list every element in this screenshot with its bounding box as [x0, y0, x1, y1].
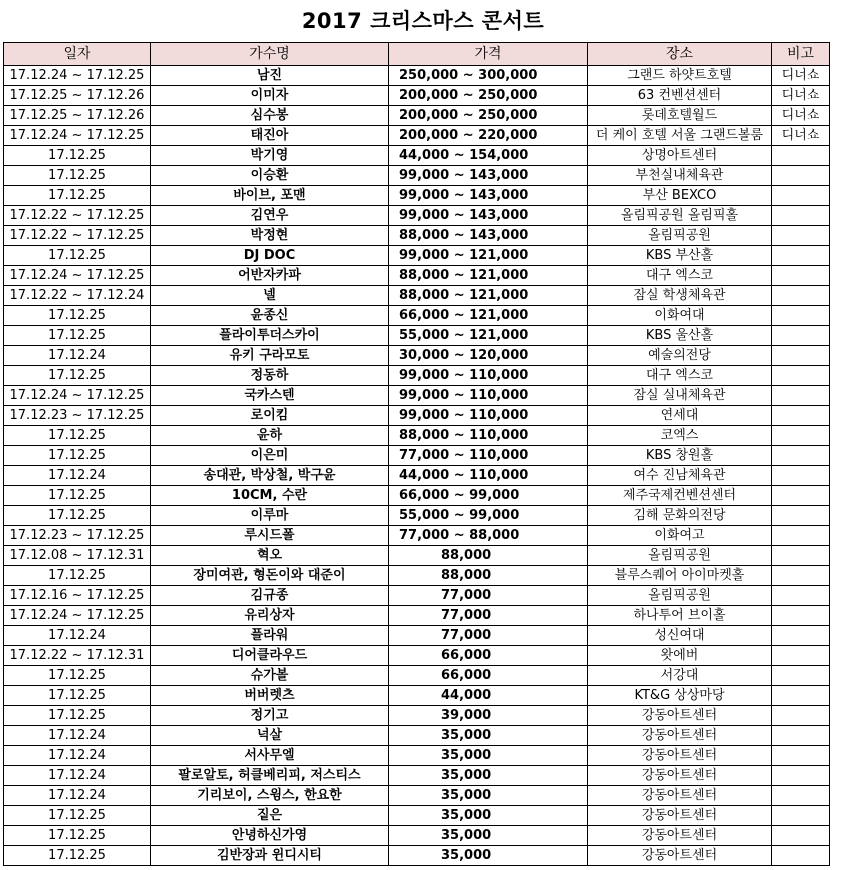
venue-cell: KBS 부산홀 [588, 246, 772, 266]
note-cell [772, 666, 830, 686]
table-row [4, 326, 830, 346]
date-cell: 17.12.24 ~ 17.12.25 [4, 266, 151, 286]
singer-cell: 서사무엘 [151, 746, 389, 766]
table-row [4, 846, 830, 866]
date-cell: 17.12.25 [4, 326, 151, 346]
date-cell: 17.12.24 ~ 17.12.25 [4, 126, 151, 146]
header-venue: 장소 [588, 43, 772, 66]
date-cell: 17.12.25 [4, 666, 151, 686]
date-cell: 17.12.25 ~ 17.12.26 [4, 86, 151, 106]
price-cell: 77,000 [389, 606, 588, 626]
date-cell: 17.12.25 [4, 426, 151, 446]
singer-cell: 남진 [151, 66, 389, 86]
date-cell: 17.12.25 [4, 366, 151, 386]
singer-cell: 버버렛츠 [151, 686, 389, 706]
venue-cell: 김해 문화의전당 [588, 506, 772, 526]
note-cell: 디너쇼 [772, 126, 830, 146]
singer-cell: 바이브, 포맨 [151, 186, 389, 206]
singer-cell: 슈가볼 [151, 666, 389, 686]
table-row [4, 666, 830, 686]
note-cell [772, 846, 830, 866]
venue-cell: 강동아트센터 [588, 706, 772, 726]
note-cell: 디너쇼 [772, 106, 830, 126]
date-cell: 17.12.25 [4, 166, 151, 186]
concert-table [3, 42, 830, 866]
date-cell: 17.12.24 ~ 17.12.25 [4, 606, 151, 626]
price-cell: 99,000 ~ 110,000 [389, 366, 588, 386]
table-row [4, 466, 830, 486]
note-cell: 디너쇼 [772, 66, 830, 86]
price-cell: 35,000 [389, 786, 588, 806]
price-cell: 88,000 ~ 143,000 [389, 226, 588, 246]
price-cell: 88,000 ~ 121,000 [389, 286, 588, 306]
singer-cell: 송대관, 박상철, 박구윤 [151, 466, 389, 486]
singer-cell: 짙은 [151, 806, 389, 826]
price-cell: 35,000 [389, 826, 588, 846]
venue-cell: 강동아트센터 [588, 726, 772, 746]
venue-cell: 강동아트센터 [588, 846, 772, 866]
table-row [4, 566, 830, 586]
note-cell [772, 586, 830, 606]
venue-cell: 강동아트센터 [588, 826, 772, 846]
price-cell: 99,000 ~ 110,000 [389, 406, 588, 426]
note-cell [772, 146, 830, 166]
table-row [4, 266, 830, 286]
note-cell [772, 206, 830, 226]
note-cell [772, 766, 830, 786]
venue-cell: 제주국제컨벤션센터 [588, 486, 772, 506]
header-date: 일자 [4, 43, 151, 66]
price-cell: 99,000 ~ 121,000 [389, 246, 588, 266]
note-cell [772, 646, 830, 666]
note-cell [772, 266, 830, 286]
table-body [4, 66, 830, 866]
venue-cell: 블루스퀘어 아이마켓홀 [588, 566, 772, 586]
price-cell: 35,000 [389, 726, 588, 746]
table-row [4, 346, 830, 366]
page-title: 2017 크리스마스 콘서트 [301, 9, 545, 33]
singer-cell: 윤하 [151, 426, 389, 446]
note-cell [772, 466, 830, 486]
price-cell: 77,000 ~ 88,000 [389, 526, 588, 546]
singer-cell: 장미여관, 형돈이와 대준이 [151, 566, 389, 586]
venue-cell: 대구 엑스코 [588, 366, 772, 386]
singer-cell: 어반자카파 [151, 266, 389, 286]
price-cell: 66,000 ~ 121,000 [389, 306, 588, 326]
singer-cell: 태진아 [151, 126, 389, 146]
date-cell: 17.12.25 [4, 446, 151, 466]
price-cell: 200,000 ~ 220,000 [389, 126, 588, 146]
singer-cell: 팔로알토, 허클베리피, 저스티스 [151, 766, 389, 786]
date-cell: 17.12.22 ~ 17.12.25 [4, 206, 151, 226]
note-cell [772, 626, 830, 646]
table-row [4, 546, 830, 566]
singer-cell: 안녕하신가영 [151, 826, 389, 846]
singer-cell: 국카스텐 [151, 386, 389, 406]
price-cell: 200,000 ~ 250,000 [389, 86, 588, 106]
note-cell [772, 706, 830, 726]
date-cell: 17.12.24 [4, 346, 151, 366]
date-cell: 17.12.25 [4, 306, 151, 326]
singer-cell: 넉살 [151, 726, 389, 746]
price-cell: 55,000 ~ 99,000 [389, 506, 588, 526]
date-cell: 17.12.25 [4, 486, 151, 506]
note-cell [772, 566, 830, 586]
venue-cell: 부천실내체육관 [588, 166, 772, 186]
price-cell: 35,000 [389, 766, 588, 786]
singer-cell: 이승환 [151, 166, 389, 186]
table-header [4, 43, 830, 66]
singer-cell: 혁오 [151, 546, 389, 566]
date-cell: 17.12.22 ~ 17.12.25 [4, 226, 151, 246]
singer-cell: 10CM, 수란 [151, 486, 389, 506]
date-cell: 17.12.24 ~ 17.12.25 [4, 66, 151, 86]
venue-cell: 왓에버 [588, 646, 772, 666]
note-cell [772, 526, 830, 546]
singer-cell: 김규종 [151, 586, 389, 606]
price-cell: 35,000 [389, 806, 588, 826]
table-row [4, 786, 830, 806]
price-cell: 250,000 ~ 300,000 [389, 66, 588, 86]
table-row [4, 86, 830, 106]
price-cell: 66,000 [389, 646, 588, 666]
table-row [4, 406, 830, 426]
date-cell: 17.12.24 [4, 726, 151, 746]
table-row [4, 366, 830, 386]
date-cell: 17.12.25 [4, 146, 151, 166]
table-row [4, 646, 830, 666]
singer-cell: 이은미 [151, 446, 389, 466]
venue-cell: 이화여대 [588, 306, 772, 326]
singer-cell: DJ DOC [151, 246, 389, 266]
table-row [4, 626, 830, 646]
price-cell: 88,000 [389, 566, 588, 586]
date-cell: 17.12.24 [4, 786, 151, 806]
date-cell: 17.12.24 [4, 746, 151, 766]
header-row [4, 43, 830, 66]
singer-cell: 이미자 [151, 86, 389, 106]
note-cell [772, 606, 830, 626]
date-cell: 17.12.24 [4, 466, 151, 486]
price-cell: 88,000 ~ 121,000 [389, 266, 588, 286]
table-row [4, 446, 830, 466]
note-cell [772, 546, 830, 566]
table-row [4, 506, 830, 526]
price-cell: 44,000 ~ 110,000 [389, 466, 588, 486]
venue-cell: KBS 울산홀 [588, 326, 772, 346]
venue-cell: 대구 엑스코 [588, 266, 772, 286]
singer-cell: 정기고 [151, 706, 389, 726]
note-cell [772, 326, 830, 346]
venue-cell: 잠실 학생체육관 [588, 286, 772, 306]
venue-cell: 롯데호텔월드 [588, 106, 772, 126]
note-cell [772, 366, 830, 386]
singer-cell: 로이킴 [151, 406, 389, 426]
singer-cell: 김연우 [151, 206, 389, 226]
note-cell [772, 686, 830, 706]
table-row [4, 766, 830, 786]
date-cell: 17.12.25 ~ 17.12.26 [4, 106, 151, 126]
date-cell: 17.12.25 [4, 566, 151, 586]
venue-cell: 코엑스 [588, 426, 772, 446]
singer-cell: 정동하 [151, 366, 389, 386]
table-row [4, 686, 830, 706]
date-cell: 17.12.23 ~ 17.12.25 [4, 526, 151, 546]
date-cell: 17.12.25 [4, 246, 151, 266]
singer-cell: 유리상자 [151, 606, 389, 626]
price-cell: 88,000 ~ 110,000 [389, 426, 588, 446]
date-cell: 17.12.23 ~ 17.12.25 [4, 406, 151, 426]
price-cell: 44,000 ~ 154,000 [389, 146, 588, 166]
singer-cell: 넬 [151, 286, 389, 306]
date-cell: 17.12.25 [4, 826, 151, 846]
singer-cell: 박정현 [151, 226, 389, 246]
date-cell: 17.12.08 ~ 17.12.31 [4, 546, 151, 566]
note-cell [772, 506, 830, 526]
header-singer: 가수명 [151, 43, 389, 66]
price-cell: 66,000 [389, 666, 588, 686]
price-cell: 99,000 ~ 143,000 [389, 206, 588, 226]
note-cell [772, 786, 830, 806]
venue-cell: 강동아트센터 [588, 766, 772, 786]
note-cell [772, 346, 830, 366]
venue-cell: 강동아트센터 [588, 746, 772, 766]
date-cell: 17.12.25 [4, 706, 151, 726]
table-row [4, 826, 830, 846]
singer-cell: 김반장과 윈디시티 [151, 846, 389, 866]
venue-cell: 부산 BEXCO [588, 186, 772, 206]
singer-cell: 루시드폴 [151, 526, 389, 546]
note-cell [772, 726, 830, 746]
price-cell: 88,000 [389, 546, 588, 566]
table-row [4, 286, 830, 306]
singer-cell: 플라이투더스카이 [151, 326, 389, 346]
table-row [4, 606, 830, 626]
date-cell: 17.12.25 [4, 846, 151, 866]
header-note: 비고 [772, 43, 830, 66]
venue-cell: 여수 진남체육관 [588, 466, 772, 486]
venue-cell: 올림픽공원 [588, 226, 772, 246]
venue-cell: 상명아트센터 [588, 146, 772, 166]
venue-cell: 올림픽공원 올림픽홀 [588, 206, 772, 226]
table-row [4, 246, 830, 266]
table-row [4, 386, 830, 406]
singer-cell: 윤종신 [151, 306, 389, 326]
price-cell: 77,000 ~ 110,000 [389, 446, 588, 466]
singer-cell: 플라워 [151, 626, 389, 646]
table-row [4, 526, 830, 546]
table-row [4, 206, 830, 226]
price-cell: 35,000 [389, 746, 588, 766]
table-row [4, 106, 830, 126]
venue-cell: 이화여고 [588, 526, 772, 546]
date-cell: 17.12.25 [4, 806, 151, 826]
venue-cell: 올림픽공원 [588, 586, 772, 606]
note-cell [772, 286, 830, 306]
venue-cell: 올림픽공원 [588, 546, 772, 566]
date-cell: 17.12.25 [4, 186, 151, 206]
price-cell: 77,000 [389, 586, 588, 606]
table-row [4, 426, 830, 446]
venue-cell: 하나투어 브이홀 [588, 606, 772, 626]
venue-cell: 잠실 실내체육관 [588, 386, 772, 406]
singer-cell: 유키 구라모토 [151, 346, 389, 366]
venue-cell: 연세대 [588, 406, 772, 426]
table-row [4, 126, 830, 146]
singer-cell: 박기영 [151, 146, 389, 166]
table-row [4, 306, 830, 326]
price-cell: 55,000 ~ 121,000 [389, 326, 588, 346]
price-cell: 44,000 [389, 686, 588, 706]
note-cell [772, 446, 830, 466]
venue-cell: 강동아트센터 [588, 786, 772, 806]
venue-cell: KBS 창원홀 [588, 446, 772, 466]
venue-cell: 강동아트센터 [588, 806, 772, 826]
note-cell [772, 166, 830, 186]
venue-cell: 서강대 [588, 666, 772, 686]
table-row [4, 746, 830, 766]
note-cell [772, 246, 830, 266]
singer-cell: 심수봉 [151, 106, 389, 126]
price-cell: 39,000 [389, 706, 588, 726]
note-cell [772, 306, 830, 326]
table-row [4, 486, 830, 506]
price-cell: 30,000 ~ 120,000 [389, 346, 588, 366]
date-cell: 17.12.24 ~ 17.12.25 [4, 386, 151, 406]
note-cell: 디너쇼 [772, 86, 830, 106]
table-row [4, 806, 830, 826]
note-cell [772, 226, 830, 246]
table-row [4, 66, 830, 86]
venue-cell: 그랜드 하얏트호텔 [588, 66, 772, 86]
venue-cell: 성신여대 [588, 626, 772, 646]
note-cell [772, 426, 830, 446]
price-cell: 66,000 ~ 99,000 [389, 486, 588, 506]
price-cell: 99,000 ~ 143,000 [389, 186, 588, 206]
note-cell [772, 806, 830, 826]
note-cell [772, 386, 830, 406]
singer-cell: 디어클라우드 [151, 646, 389, 666]
note-cell [772, 826, 830, 846]
table-row [4, 726, 830, 746]
note-cell [772, 746, 830, 766]
note-cell [772, 486, 830, 506]
price-cell: 99,000 ~ 110,000 [389, 386, 588, 406]
price-cell: 77,000 [389, 626, 588, 646]
table-row [4, 146, 830, 166]
table-row [4, 166, 830, 186]
note-cell [772, 406, 830, 426]
note-cell [772, 186, 830, 206]
table-row [4, 226, 830, 246]
header-price: 가격 [389, 43, 588, 66]
venue-cell: 더 케이 호텔 서울 그랜드볼룸 [588, 126, 772, 146]
price-cell: 200,000 ~ 250,000 [389, 106, 588, 126]
date-cell: 17.12.24 [4, 626, 151, 646]
venue-cell: 예술의전당 [588, 346, 772, 366]
table-row [4, 586, 830, 606]
date-cell: 17.12.22 ~ 17.12.24 [4, 286, 151, 306]
table-row [4, 186, 830, 206]
price-cell: 35,000 [389, 846, 588, 866]
price-cell: 99,000 ~ 143,000 [389, 166, 588, 186]
venue-cell: KT&G 상상마당 [588, 686, 772, 706]
table-row [4, 706, 830, 726]
date-cell: 17.12.16 ~ 17.12.25 [4, 586, 151, 606]
venue-cell: 63 컨벤션센터 [588, 86, 772, 106]
singer-cell: 이루마 [151, 506, 389, 526]
date-cell: 17.12.22 ~ 17.12.31 [4, 646, 151, 666]
date-cell: 17.12.24 [4, 766, 151, 786]
singer-cell: 기리보이, 스윙스, 한요한 [151, 786, 389, 806]
date-cell: 17.12.25 [4, 506, 151, 526]
date-cell: 17.12.25 [4, 686, 151, 706]
